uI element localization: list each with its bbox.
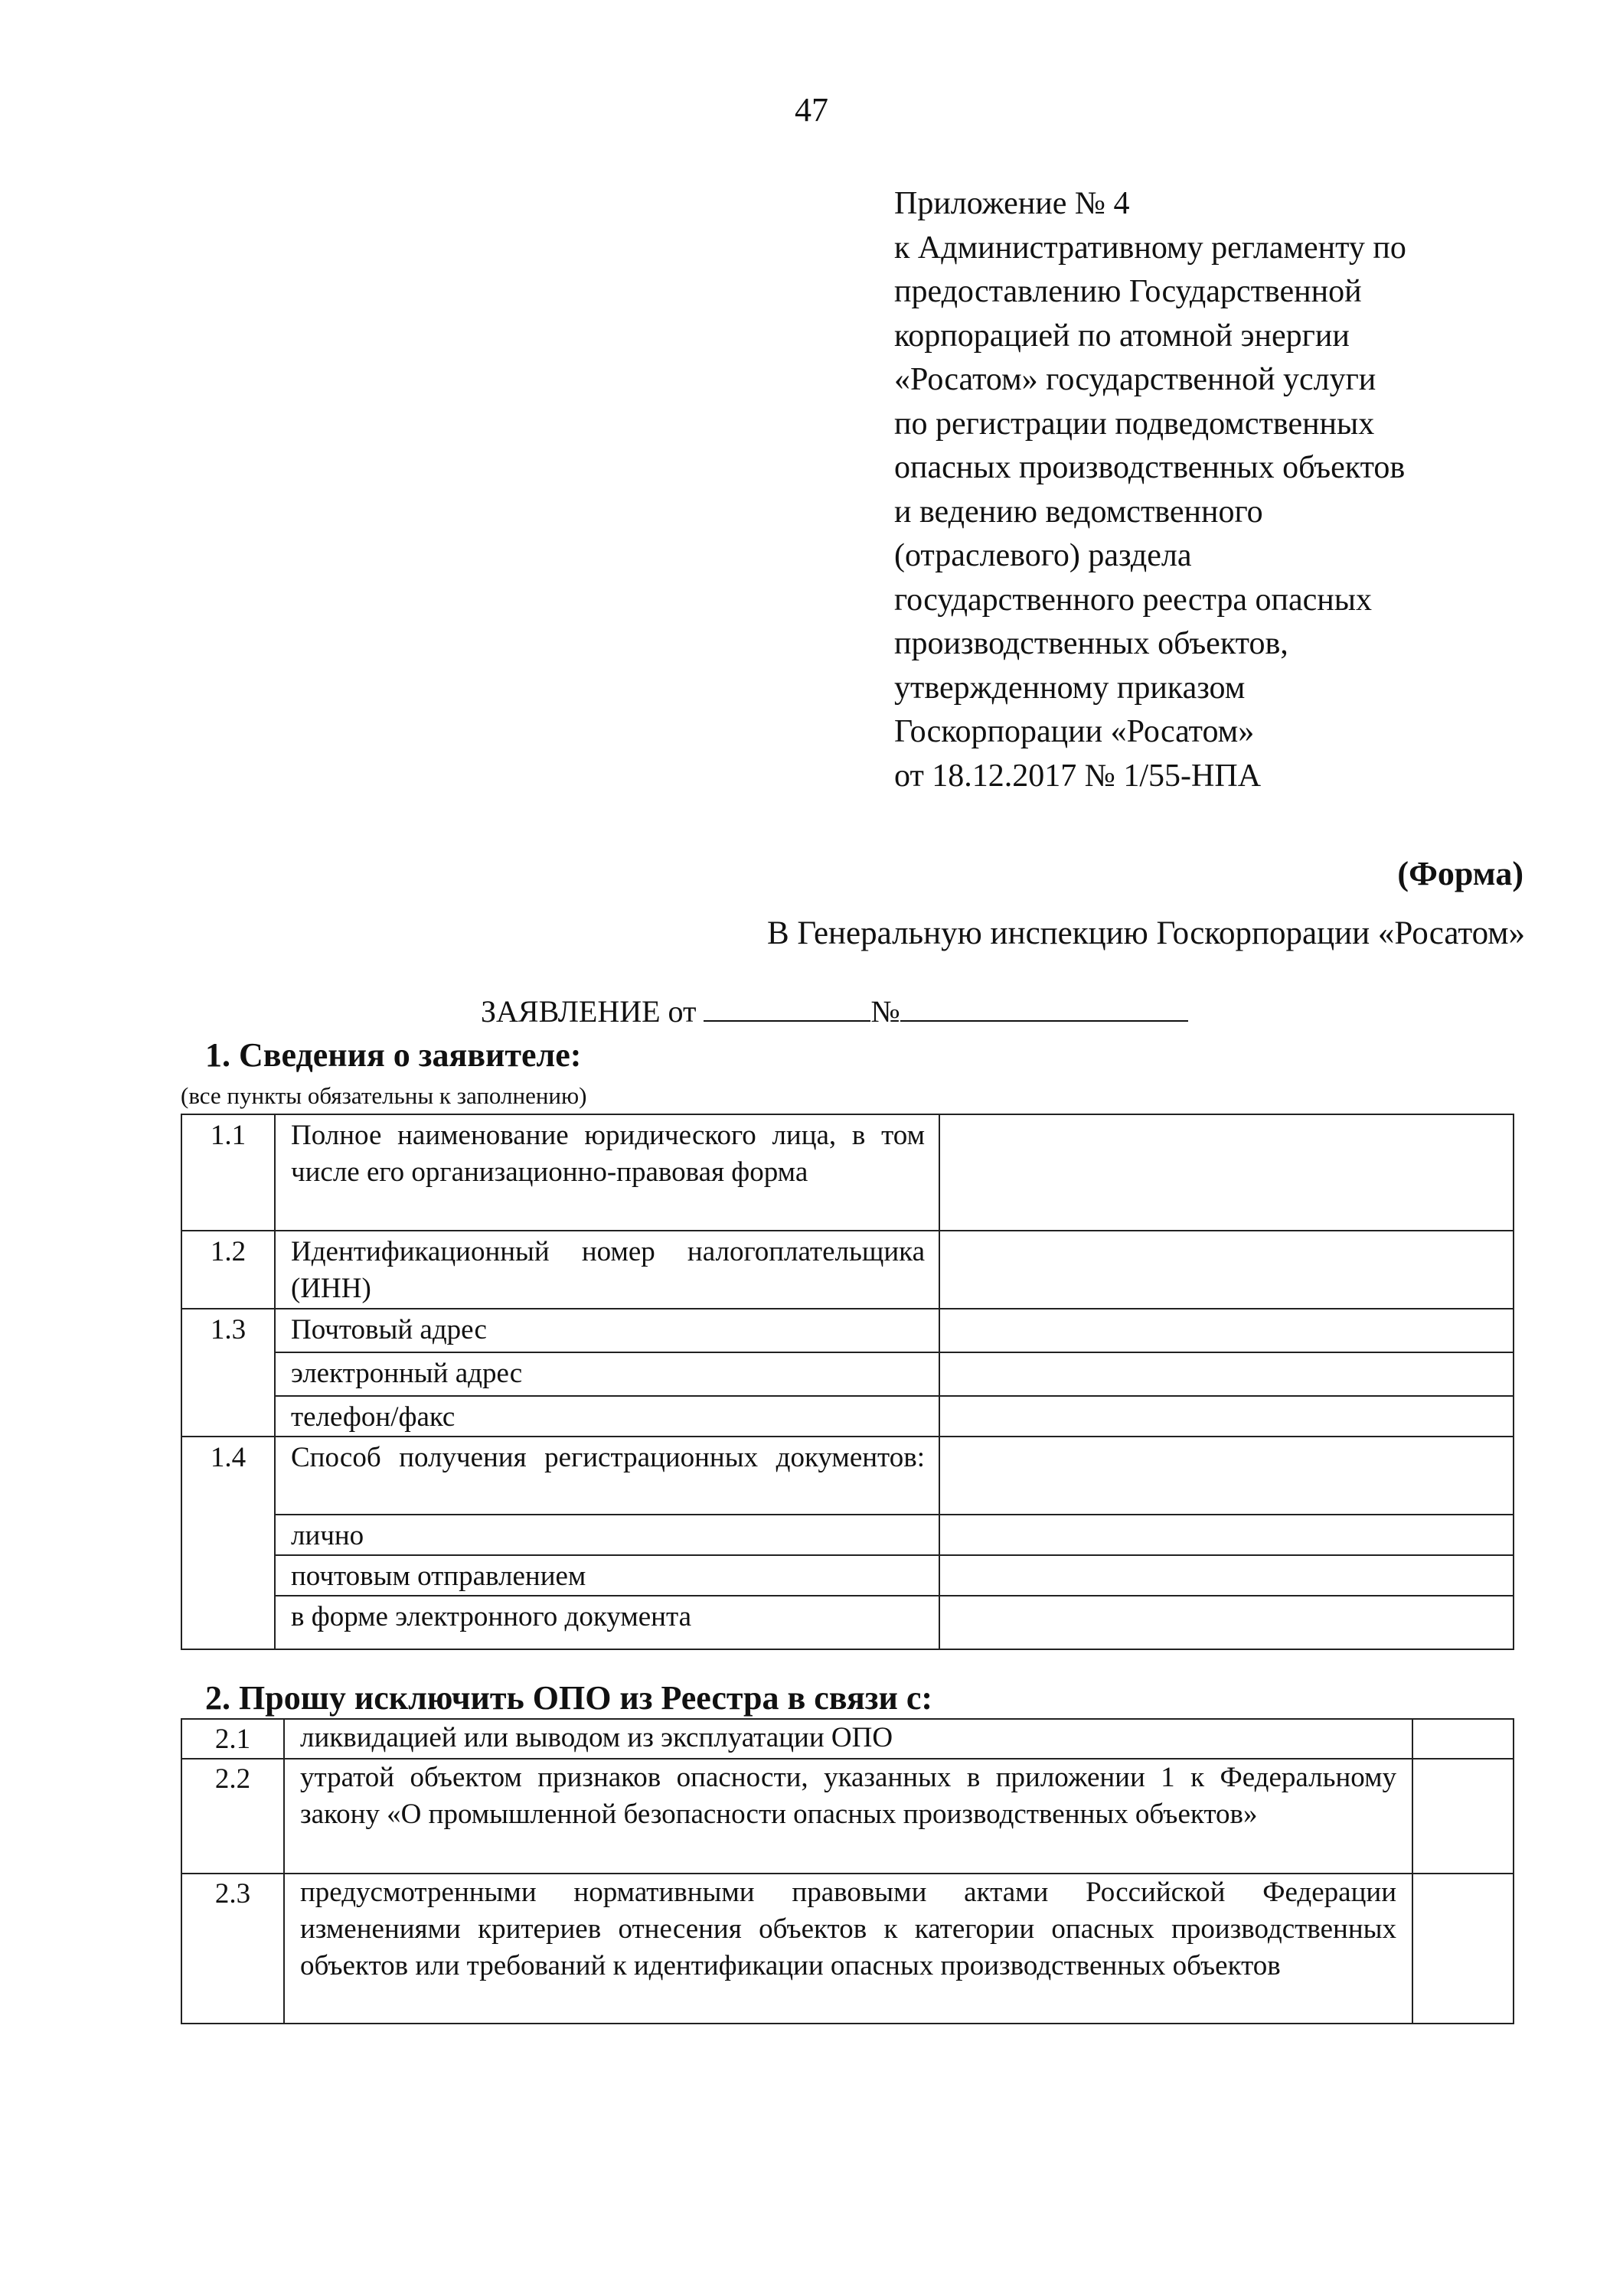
annex-line: предоставлению Государственной (894, 274, 1362, 309)
annex-header (894, 182, 1583, 798)
row-label: почтовым отправлением (275, 1555, 939, 1596)
value-cell[interactable] (939, 1114, 1514, 1231)
row-number: 2.3 (181, 1874, 284, 2024)
value-cell[interactable] (939, 1309, 1514, 1352)
table-row (181, 1759, 1514, 1874)
reason-text: предусмотренными нормативными правовыми актами Российской Федерации изменениями критериев отнесения объектов к категории опасных производственных объектов или требований к идентификации опасных производственных объектов (284, 1874, 1412, 2024)
statement-number-field[interactable] (900, 997, 1188, 1022)
number-sign: № (870, 994, 900, 1029)
value-cell[interactable] (939, 1437, 1514, 1515)
row-number: 1.2 (181, 1231, 275, 1309)
row-label: электронный адрес (275, 1352, 939, 1396)
annex-line: Приложение № 4 (894, 186, 1130, 221)
row-number: 2.1 (181, 1719, 284, 1759)
row-label: лично (275, 1515, 939, 1555)
reason-checkbox-cell[interactable] (1412, 1719, 1514, 1759)
table-row (181, 1396, 1514, 1437)
page-number: 47 (795, 91, 828, 129)
row-label: телефон/факс (275, 1396, 939, 1437)
annex-line: от 18.12.2017 № 1/55-НПА (894, 758, 1262, 794)
statement-date-field[interactable] (704, 997, 870, 1022)
applicant-info-table (181, 1114, 1514, 1650)
reason-text: ликвидацией или выводом из эксплуатации ОПО (284, 1719, 1412, 1759)
row-label: Способ получения регистрационных документов: (275, 1437, 939, 1515)
row-number: 1.3 (181, 1309, 275, 1437)
value-cell[interactable] (939, 1352, 1514, 1396)
annex-line: и ведению ведомственного (894, 494, 1263, 530)
row-number: 2.2 (181, 1759, 284, 1874)
section2-title: 2. Прошу исключить ОПО из Реестра в связи с: (205, 1679, 932, 1717)
reason-text: утратой объектом признаков опасности, указанных в приложении 1 к Федеральному закону «О промышленной безопасности опасных производственных объектов» (284, 1759, 1412, 1874)
section1-title: 1. Сведения о заявителе: (205, 1036, 582, 1074)
exclusion-reasons-table (181, 1718, 1514, 2024)
table-row (181, 1309, 1514, 1352)
annex-line: корпорацией по атомной энергии (894, 318, 1350, 354)
row-label: Идентификационный номер налогоплательщика (ИНН) (275, 1231, 939, 1309)
value-cell[interactable] (939, 1596, 1514, 1649)
table-row (181, 1596, 1514, 1649)
value-cell[interactable] (939, 1396, 1514, 1437)
annex-line: опасных производственных объектов (894, 450, 1406, 485)
statement-line (481, 993, 1188, 1029)
annex-line: по регистрации подведомственных (894, 406, 1375, 442)
annex-line: производственных объектов, (894, 626, 1288, 661)
row-number: 1.1 (181, 1114, 275, 1231)
annex-line: Госкорпорации «Росатом» (894, 714, 1255, 749)
value-cell[interactable] (939, 1231, 1514, 1309)
annex-line: (отраслевого) раздела (894, 538, 1192, 573)
row-label: Полное наименование юридического лица, в том числе его организационно-правовая форма (275, 1114, 939, 1231)
section1-note: (все пункты обязательны к заполнению) (181, 1082, 587, 1109)
table-row (181, 1515, 1514, 1555)
row-label: Почтовый адрес (275, 1309, 939, 1352)
row-number: 1.4 (181, 1437, 275, 1649)
statement-prefix: ЗАЯВЛЕНИЕ от (481, 994, 697, 1029)
reason-checkbox-cell[interactable] (1412, 1874, 1514, 2024)
annex-line: к Административному регламенту по (894, 230, 1406, 266)
row-label: в форме электронного документа (275, 1596, 939, 1649)
table-row (181, 1114, 1514, 1231)
value-cell[interactable] (939, 1555, 1514, 1596)
table-row (181, 1437, 1514, 1515)
table-row (181, 1719, 1514, 1759)
table-row (181, 1231, 1514, 1309)
table-row (181, 1874, 1514, 2024)
table-row (181, 1352, 1514, 1396)
annex-line: утвержденному приказом (894, 670, 1246, 706)
addressee: В Генеральную инспекцию Госкорпорации «Росатом» (766, 915, 1525, 951)
form-label: (Форма) (1397, 855, 1523, 892)
annex-line: государственного реестра опасных (894, 582, 1372, 618)
annex-line: «Росатом» государственной услуги (894, 362, 1376, 397)
value-cell[interactable] (939, 1515, 1514, 1555)
reason-checkbox-cell[interactable] (1412, 1759, 1514, 1874)
table-row (181, 1555, 1514, 1596)
